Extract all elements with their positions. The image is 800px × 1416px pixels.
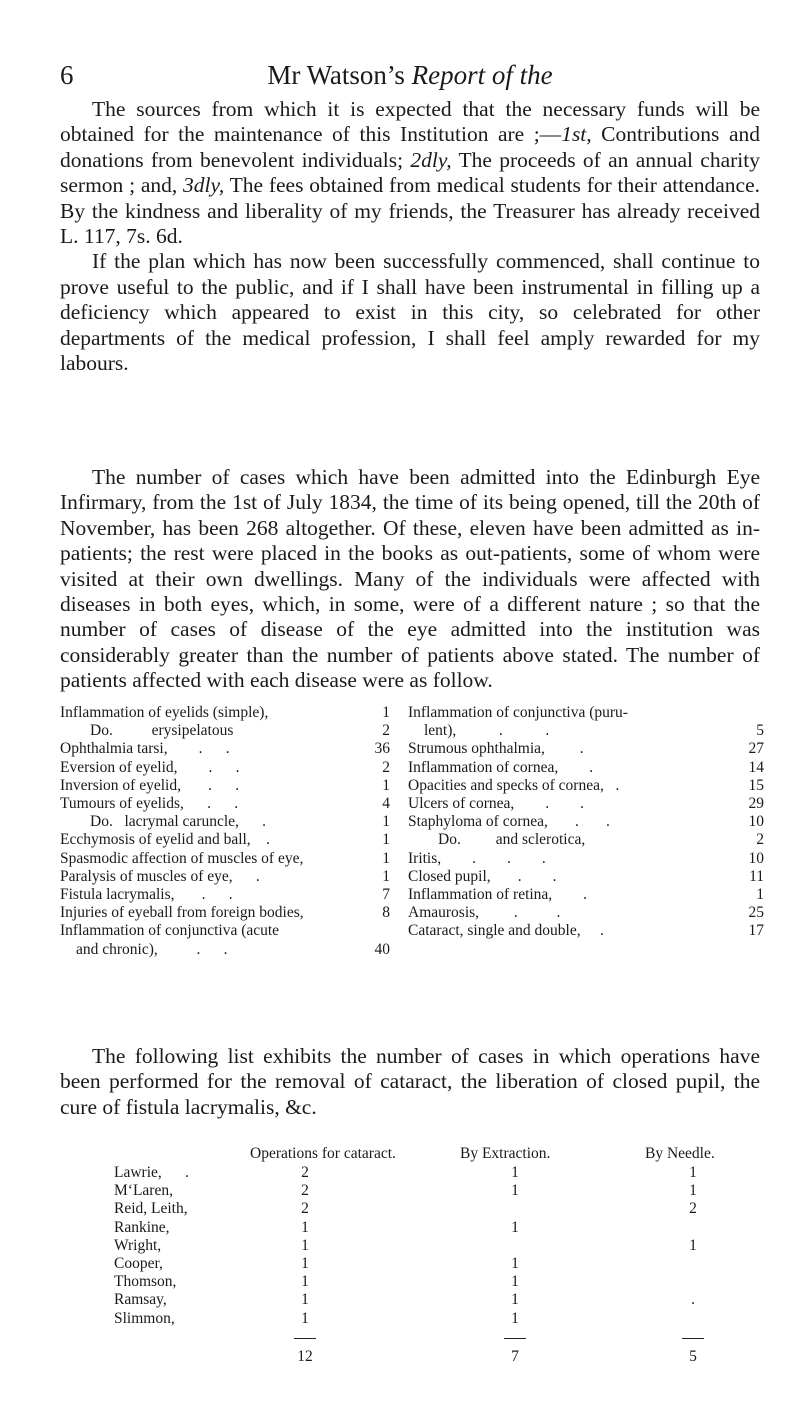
disease-count: 27 — [748, 740, 764, 758]
disease-label: Eversion of eyelid, . . — [60, 758, 240, 776]
disease-label: Do. lacrymal caruncle, . — [90, 813, 267, 831]
disease-label: Paralysis of muscles of eye, . — [60, 867, 260, 885]
operations-row — [100, 1273, 760, 1291]
disease-label: Injuries of eyeball from foreign bodies, — [60, 904, 304, 922]
disease-label: Inflammation of eyelids (simple), — [60, 704, 269, 721]
operations-row — [100, 1310, 760, 1328]
extraction-count: 1 — [511, 1291, 519, 1309]
disease-row — [60, 831, 390, 849]
extraction-count: 1 — [511, 1254, 519, 1272]
header-needle: By Needle. — [645, 1145, 715, 1162]
disease-column-left — [60, 704, 390, 959]
cataract-count: 2 — [301, 1182, 309, 1200]
total-needle: 5 — [689, 1347, 697, 1365]
disease-label: Spasmodic affection of muscles of eye, — [60, 849, 304, 867]
disease-count: 11 — [749, 867, 764, 885]
cases-section — [60, 465, 760, 694]
surgeon-name: Reid, Leith, — [114, 1200, 188, 1218]
cataract-count: 1 — [301, 1254, 309, 1272]
cataract-count: 1 — [301, 1236, 309, 1254]
disease-label: Do. and sclerotica, — [438, 831, 586, 849]
extraction-count: 1 — [511, 1309, 519, 1327]
disease-row — [408, 922, 764, 940]
disease-column-right — [408, 704, 764, 941]
funding-paragraph — [60, 97, 760, 249]
disease-label: and chronic), . . — [76, 940, 228, 958]
totals-row — [100, 1348, 760, 1368]
disease-count: 10 — [748, 849, 764, 867]
disease-count: 40 — [374, 940, 390, 958]
surgeon-name: Wright, — [114, 1236, 162, 1254]
disease-label: lent), . . — [424, 722, 550, 740]
running-title-italic: Report of the — [411, 60, 553, 90]
extraction-count: 1 — [511, 1164, 519, 1181]
operations-row — [100, 1200, 760, 1218]
disease-label: Inflammation of cornea, . — [408, 758, 594, 776]
surgeon-name: Slimmon, — [114, 1309, 175, 1327]
cases-paragraph: The number of cases which have been admitted into the Edinburgh Eye Infirmary, from the 1st of July 1834, the time of its being opened, till the 20th of November, has been 268 altogether. Of these, eleven have been admitted as in-patients; the rest were placed in the books as out-patients, some of whom were visited at their own dwellings. Many of the individuals were affected with diseases in both eyes, which, in some, were of a different nature ; so that the number of cases of disease of the eye admitted into the institution was considerably greater than the number of patients above stated. The number of patients affected with each disease were as follow. — [60, 465, 760, 693]
disease-label: Iritis, . . . — [408, 849, 546, 867]
disease-count: 25 — [748, 904, 764, 922]
disease-count: 1 — [382, 849, 390, 867]
disease-count: 1 — [382, 776, 390, 794]
extraction-count: 1 — [511, 1218, 519, 1236]
disease-label: Cataract, single and double, . — [408, 922, 604, 940]
needle-count: 1 — [689, 1164, 697, 1181]
operations-paragraph: The following list exhibits the number of cases in which operations have been performed for the removal of cataract, the liberation of closed pupil, the cure of fistula lacrymalis, &c. — [60, 1044, 760, 1119]
disease-count: 29 — [748, 795, 764, 813]
surgeon-name: Ramsay, — [114, 1291, 167, 1309]
page-number: 6 — [60, 60, 74, 90]
disease-count: 1 — [382, 867, 390, 885]
disease-row — [408, 831, 764, 849]
operations-table — [100, 1145, 760, 1368]
disease-row — [408, 740, 764, 758]
rule-extraction — [504, 1338, 526, 1339]
disease-row — [408, 868, 764, 886]
running-title — [60, 60, 760, 91]
operations-row — [100, 1164, 760, 1182]
operations-rows — [100, 1164, 760, 1328]
disease-row — [408, 904, 764, 922]
disease-count: 1 — [382, 704, 390, 721]
disease-row — [408, 777, 764, 795]
disease-count: 17 — [748, 922, 764, 940]
disease-label: Ecchymosis of eyelid and ball, . — [60, 831, 271, 849]
disease-row — [60, 922, 390, 940]
disease-row — [60, 740, 390, 758]
cataract-count: 1 — [301, 1291, 309, 1309]
running-header — [60, 60, 760, 100]
total-extraction: 7 — [511, 1347, 519, 1365]
surgeon-name: Cooper, — [114, 1254, 163, 1272]
funding-text-d: The fees obtained from medical students for their attendance. By the kindness and liberality of my friends, the Treasurer has already received L. 117, 7s. 6d. — [60, 173, 761, 249]
disease-label: Inflammation of conjunctiva (puru- — [408, 704, 628, 721]
disease-row — [60, 941, 390, 959]
funding-section — [60, 97, 760, 376]
disease-label: Ophthalmia tarsi, . . — [60, 740, 230, 758]
disease-row — [60, 795, 390, 813]
disease-count: 1 — [756, 886, 764, 904]
disease-label: Inflammation of conjunctiva (acute — [60, 922, 280, 940]
operations-header-row — [100, 1145, 760, 1164]
surgeon-name: Rankine, — [114, 1218, 170, 1236]
disease-label: Do. erysipelatous — [90, 722, 234, 740]
disease-row — [60, 813, 390, 831]
operations-row — [100, 1291, 760, 1309]
disease-row — [408, 722, 764, 740]
surgeon-name: M‘Laren, — [114, 1182, 173, 1200]
surgeon-name: Lawrie, . — [114, 1164, 189, 1181]
disease-row — [408, 813, 764, 831]
needle-count: 2 — [689, 1200, 697, 1218]
disease-count: 2 — [382, 722, 390, 740]
surgeon-name: Thomson, — [114, 1273, 177, 1291]
needle-count: 1 — [689, 1236, 697, 1254]
disease-row — [60, 722, 390, 740]
disease-label: Staphyloma of cornea, . . — [408, 813, 610, 831]
disease-row — [60, 777, 390, 795]
total-cataract: 12 — [297, 1347, 313, 1365]
header-cataract: Operations for cataract. — [250, 1145, 396, 1162]
funding-text-c: The proceeds of an annual charity sermon ; and, — [60, 147, 760, 198]
needle-count: 1 — [689, 1182, 697, 1200]
funding-emph-3: 3dly, — [183, 173, 225, 198]
disease-label: Closed pupil, . . — [408, 867, 557, 885]
disease-row — [60, 850, 390, 868]
needle-count: . — [691, 1291, 695, 1309]
disease-label: Tumours of eyelids, . . — [60, 795, 239, 813]
disease-count: 15 — [748, 776, 764, 794]
disease-row — [408, 795, 764, 813]
conclusion-paragraph: If the plan which has now been successfully commenced, shall continue to prove useful to the public, and if I shall have been instrumental in filling up a deficiency which appeared to exist in this city, so celebrated for other departments of the medical profession, I shall feel amply rewarded for my labours. — [60, 249, 760, 376]
disease-count: 7 — [382, 886, 390, 904]
disease-count: 4 — [382, 795, 390, 813]
operations-row — [100, 1219, 760, 1237]
disease-row — [408, 886, 764, 904]
disease-count: 8 — [382, 904, 390, 922]
disease-label: Inflammation of retina, . — [408, 886, 588, 904]
disease-count: 2 — [382, 758, 390, 776]
cataract-count: 1 — [301, 1218, 309, 1236]
funding-text-b: Contributions and donations from benevolent individuals; — [60, 122, 760, 172]
disease-count: 2 — [756, 831, 764, 849]
disease-count: 36 — [374, 740, 390, 758]
header-extraction: By Extraction. — [460, 1145, 551, 1162]
running-title-plain: Mr Watson’s — [267, 60, 405, 90]
disease-label: Strumous ophthalmia, . — [408, 740, 584, 758]
disease-label: Ulcers of cornea, . . — [408, 795, 585, 813]
extraction-count: 1 — [511, 1273, 519, 1291]
rule-needle — [682, 1338, 704, 1339]
disease-row — [60, 759, 390, 777]
disease-row — [60, 886, 390, 904]
disease-row — [60, 868, 390, 886]
operations-intro — [60, 1044, 760, 1120]
extraction-count: 1 — [511, 1182, 519, 1200]
funding-emph-2: 2dly, — [410, 147, 452, 172]
disease-row — [60, 704, 390, 722]
disease-row — [408, 850, 764, 868]
funding-text-a: The sources from which it is expected that the necessary funds will be obtained for the maintenance of this Institution are ;— — [60, 97, 760, 147]
disease-count: 14 — [748, 758, 764, 776]
operations-row — [100, 1237, 760, 1255]
disease-label: Amaurosis, . . — [408, 904, 561, 922]
disease-row — [408, 759, 764, 777]
cataract-count: 1 — [301, 1273, 309, 1291]
disease-label: Opacities and specks of cornea, . — [408, 776, 620, 794]
disease-row — [408, 704, 764, 722]
operations-row — [100, 1255, 760, 1273]
rule-cataract — [294, 1338, 316, 1339]
disease-count: 1 — [382, 813, 390, 831]
disease-count: 1 — [382, 831, 390, 849]
disease-count: 5 — [756, 722, 764, 740]
funding-emph-1: 1st, — [561, 122, 592, 147]
disease-label: Fistula lacrymalis, . . — [60, 886, 233, 904]
cataract-count: 2 — [301, 1200, 309, 1218]
cataract-count: 1 — [301, 1309, 309, 1327]
operations-row — [100, 1182, 760, 1200]
disease-row — [60, 904, 390, 922]
disease-count: 10 — [748, 813, 764, 831]
totals-rule — [100, 1328, 760, 1348]
cataract-count: 2 — [301, 1164, 309, 1181]
disease-label: Inversion of eyelid, . . — [60, 776, 240, 794]
